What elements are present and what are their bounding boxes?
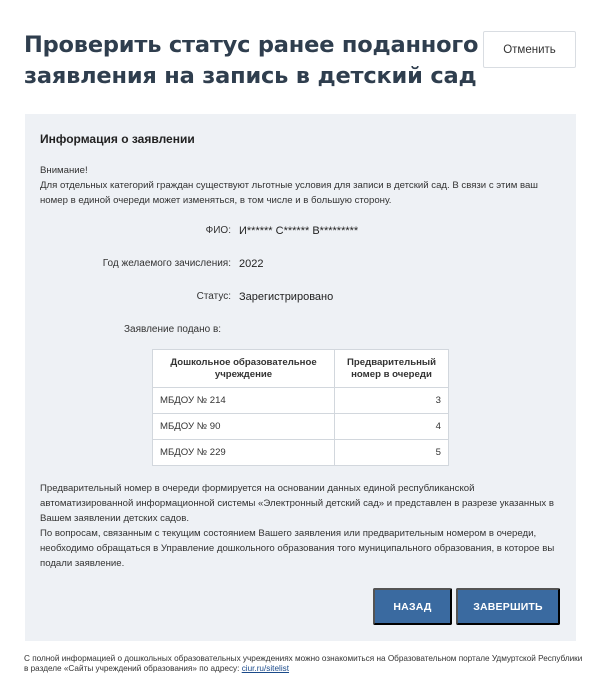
kindergarten-table: [152, 349, 449, 466]
submitted-label: Заявление подано в:: [124, 324, 222, 335]
warning-text: Для отдельных категорий граждан существуют льготные условия для записи в детский сад. В связи с этим ваш номер в единой очереди может изменяться, в том числе и в большую сторону.: [40, 180, 538, 206]
queue-number: 5: [335, 440, 449, 466]
table-header-row: [153, 350, 449, 388]
finish-button[interactable]: ЗАВЕРШИТЬ: [456, 588, 560, 625]
warning-block: [40, 163, 560, 208]
queue-number: 4: [335, 414, 449, 440]
status-label: Статус:: [196, 291, 231, 302]
cancel-button[interactable]: Отменить: [483, 31, 576, 68]
warning-heading: Внимание!: [40, 165, 88, 176]
explanation-contact: По вопросам, связанным с текущим состоянием Вашего заявления или предварительным номером в очереди, необходимо обращаться в Управление дошкольного образования того муниципального образования, в которое вы подали заявление.: [40, 528, 555, 569]
application-info-panel: [25, 114, 576, 641]
footer-note: [24, 654, 584, 674]
fio-label: ФИО:: [205, 225, 231, 236]
status-value: Зарегистрировано: [239, 291, 334, 303]
column-header-queue-number: Предварительный номер в очереди: [335, 350, 449, 388]
page-header: [24, 30, 494, 92]
column-header-institution: Дошкольное образовательное учреждение: [153, 350, 335, 388]
table-row: [153, 440, 449, 466]
year-value: 2022: [239, 258, 264, 270]
year-label: Год желаемого зачисления:: [102, 258, 231, 269]
fio-value: И****** С****** В*********: [239, 225, 359, 237]
footer-text: С полной информацией о дошкольных образовательных учреждениях можно ознакомиться на Образовательном портале Удмуртской Республики в разделе «Сайты учреждений образования» по адресу:: [24, 654, 583, 673]
sitelist-link[interactable]: ciur.ru/sitelist: [241, 664, 290, 673]
explanation-block: [40, 481, 565, 571]
back-button[interactable]: НАЗАД: [373, 588, 452, 625]
queue-number: 3: [335, 388, 449, 414]
panel-title: Информация о заявлении: [40, 132, 195, 146]
institution-name: МБДОУ № 229: [153, 440, 335, 466]
institution-name: МБДОУ № 90: [153, 414, 335, 440]
table-row: [153, 388, 449, 414]
institution-name: МБДОУ № 214: [153, 388, 335, 414]
table-row: [153, 414, 449, 440]
explanation-queue-formation: Предварительный номер в очереди формируется на основании данных единой республиканской автоматизированной информационной системы «Электронный детский сад» и представлен в разрезе указанных в Вашем заявлении детских садов.: [40, 483, 554, 524]
page-title: Проверить статус ранее поданного заявления на запись в детский сад: [24, 32, 479, 89]
